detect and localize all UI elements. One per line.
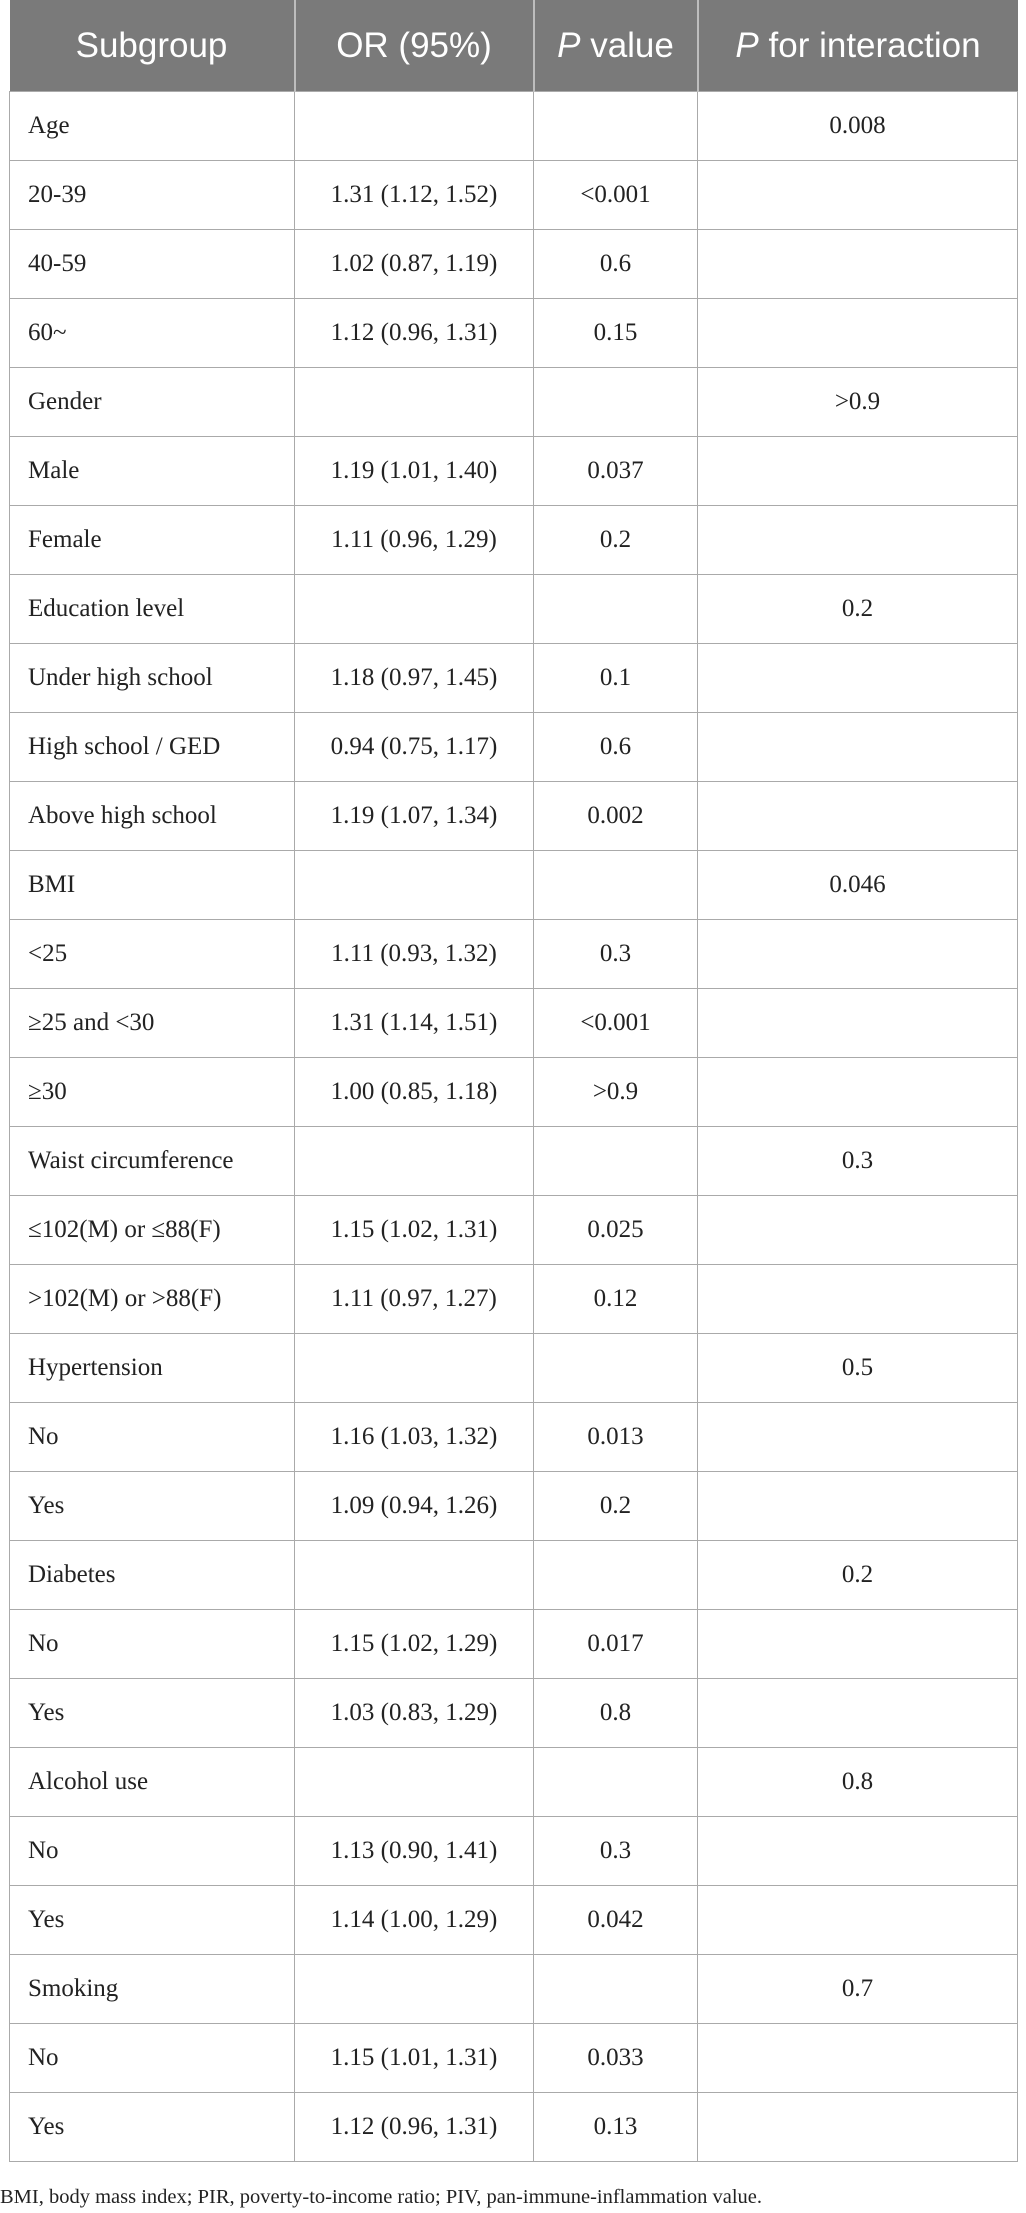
cell-subgroup: Yes	[10, 1679, 295, 1748]
cell-subgroup: No	[10, 1403, 295, 1472]
cell-subgroup: Waist circumference	[10, 1127, 295, 1196]
cell-p-value: 0.12	[534, 1265, 698, 1334]
table-row	[10, 1127, 1018, 1196]
cell-p-value: 0.13	[534, 2093, 698, 2162]
table-row	[10, 1265, 1018, 1334]
subgroup-analysis-table	[9, 0, 1018, 2162]
cell-or	[295, 1334, 534, 1403]
cell-p-interaction: 0.2	[698, 575, 1018, 644]
table-row	[10, 506, 1018, 575]
cell-or: 1.11 (0.93, 1.32)	[295, 920, 534, 989]
table-row	[10, 782, 1018, 851]
cell-p-interaction: 0.2	[698, 1541, 1018, 1610]
cell-subgroup: ≤102(M) or ≤88(F)	[10, 1196, 295, 1265]
cell-or: 1.19 (1.01, 1.40)	[295, 437, 534, 506]
cell-or: 1.03 (0.83, 1.29)	[295, 1679, 534, 1748]
cell-p-interaction	[698, 1058, 1018, 1127]
table-row	[10, 299, 1018, 368]
cell-or	[295, 1955, 534, 2024]
cell-or	[295, 851, 534, 920]
cell-or: 1.15 (1.02, 1.29)	[295, 1610, 534, 1679]
header-p-interaction	[698, 0, 1018, 92]
cell-p-interaction	[698, 299, 1018, 368]
table-row	[10, 1955, 1018, 2024]
cell-or: 1.31 (1.14, 1.51)	[295, 989, 534, 1058]
cell-p-interaction	[698, 1196, 1018, 1265]
cell-p-interaction	[698, 1610, 1018, 1679]
cell-subgroup: Yes	[10, 1472, 295, 1541]
table-row	[10, 1541, 1018, 1610]
cell-subgroup: No	[10, 2024, 295, 2093]
cell-p-value: 0.025	[534, 1196, 698, 1265]
cell-or	[295, 1748, 534, 1817]
table-row	[10, 1886, 1018, 1955]
header-row	[10, 0, 1018, 92]
table-row	[10, 2024, 1018, 2093]
cell-p-value: 0.6	[534, 713, 698, 782]
cell-p-interaction: >0.9	[698, 368, 1018, 437]
cell-p-interaction: 0.3	[698, 1127, 1018, 1196]
cell-p-interaction: 0.046	[698, 851, 1018, 920]
header-p-interaction-rest: for interaction	[758, 25, 981, 65]
table-row	[10, 437, 1018, 506]
cell-p-value	[534, 1748, 698, 1817]
header-p-value-rest: value	[580, 25, 674, 65]
table-row	[10, 920, 1018, 989]
table-row	[10, 161, 1018, 230]
cell-subgroup: High school / GED	[10, 713, 295, 782]
header-p-interaction-italic: P	[735, 25, 759, 65]
cell-or: 1.11 (0.96, 1.29)	[295, 506, 534, 575]
cell-or: 1.18 (0.97, 1.45)	[295, 644, 534, 713]
cell-subgroup: Diabetes	[10, 1541, 295, 1610]
cell-subgroup: Female	[10, 506, 295, 575]
cell-or: 1.19 (1.07, 1.34)	[295, 782, 534, 851]
cell-p-interaction	[698, 713, 1018, 782]
cell-p-interaction	[698, 230, 1018, 299]
cell-p-value	[534, 1127, 698, 1196]
cell-or	[295, 92, 534, 161]
cell-subgroup: BMI	[10, 851, 295, 920]
cell-subgroup: 40-59	[10, 230, 295, 299]
table-row	[10, 1403, 1018, 1472]
cell-p-interaction	[698, 644, 1018, 713]
cell-subgroup: ≥25 and <30	[10, 989, 295, 1058]
cell-subgroup: Gender	[10, 368, 295, 437]
cell-p-value	[534, 1541, 698, 1610]
cell-p-value: 0.1	[534, 644, 698, 713]
cell-or: 1.16 (1.03, 1.32)	[295, 1403, 534, 1472]
table-row	[10, 989, 1018, 1058]
cell-p-interaction	[698, 782, 1018, 851]
cell-p-interaction	[698, 1265, 1018, 1334]
cell-or: 1.02 (0.87, 1.19)	[295, 230, 534, 299]
table-row	[10, 92, 1018, 161]
cell-subgroup: Hypertension	[10, 1334, 295, 1403]
header-p-value-italic: P	[557, 25, 581, 65]
cell-p-value: 0.042	[534, 1886, 698, 1955]
cell-p-interaction	[698, 1403, 1018, 1472]
cell-p-interaction	[698, 2093, 1018, 2162]
table-row	[10, 1196, 1018, 1265]
cell-p-interaction: 0.5	[698, 1334, 1018, 1403]
cell-p-value	[534, 575, 698, 644]
table-header	[10, 0, 1018, 92]
cell-p-value	[534, 1334, 698, 1403]
cell-subgroup: Education level	[10, 575, 295, 644]
header-p-value	[534, 0, 698, 92]
table-row	[10, 575, 1018, 644]
cell-subgroup: Alcohol use	[10, 1748, 295, 1817]
table-body	[10, 92, 1018, 2162]
cell-p-value: 0.002	[534, 782, 698, 851]
cell-p-value: 0.15	[534, 299, 698, 368]
cell-p-value: 0.2	[534, 1472, 698, 1541]
table-container	[9, 0, 1017, 2162]
cell-or: 1.13 (0.90, 1.41)	[295, 1817, 534, 1886]
cell-p-interaction	[698, 1817, 1018, 1886]
cell-subgroup: No	[10, 1610, 295, 1679]
cell-subgroup: 20-39	[10, 161, 295, 230]
table-row	[10, 1679, 1018, 1748]
cell-subgroup: Age	[10, 92, 295, 161]
cell-or: 0.94 (0.75, 1.17)	[295, 713, 534, 782]
cell-p-interaction	[698, 1886, 1018, 1955]
table-row	[10, 230, 1018, 299]
cell-p-value: 0.033	[534, 2024, 698, 2093]
cell-subgroup: <25	[10, 920, 295, 989]
cell-or: 1.14 (1.00, 1.29)	[295, 1886, 534, 1955]
table-row	[10, 368, 1018, 437]
cell-p-value: <0.001	[534, 989, 698, 1058]
cell-p-interaction	[698, 989, 1018, 1058]
cell-or: 1.09 (0.94, 1.26)	[295, 1472, 534, 1541]
table-row	[10, 1334, 1018, 1403]
table-row	[10, 2093, 1018, 2162]
cell-p-interaction	[698, 1472, 1018, 1541]
cell-p-value	[534, 1955, 698, 2024]
cell-p-value	[534, 368, 698, 437]
header-or: OR (95%)	[295, 0, 534, 92]
cell-p-value: 0.6	[534, 230, 698, 299]
cell-p-interaction: 0.008	[698, 92, 1018, 161]
cell-or	[295, 575, 534, 644]
cell-p-value: <0.001	[534, 161, 698, 230]
cell-p-interaction	[698, 506, 1018, 575]
cell-or: 1.15 (1.01, 1.31)	[295, 2024, 534, 2093]
cell-p-interaction: 0.8	[698, 1748, 1018, 1817]
cell-p-interaction	[698, 161, 1018, 230]
cell-subgroup: No	[10, 1817, 295, 1886]
cell-p-value: 0.013	[534, 1403, 698, 1472]
cell-p-interaction	[698, 1679, 1018, 1748]
table-row	[10, 713, 1018, 782]
cell-p-value: 0.037	[534, 437, 698, 506]
cell-p-value: 0.017	[534, 1610, 698, 1679]
table-row	[10, 1817, 1018, 1886]
table-row	[10, 851, 1018, 920]
table-row	[10, 1472, 1018, 1541]
cell-or	[295, 1541, 534, 1610]
cell-or: 1.15 (1.02, 1.31)	[295, 1196, 534, 1265]
cell-or	[295, 1127, 534, 1196]
cell-subgroup: Smoking	[10, 1955, 295, 2024]
cell-subgroup: Under high school	[10, 644, 295, 713]
cell-p-value	[534, 92, 698, 161]
cell-or: 1.12 (0.96, 1.31)	[295, 299, 534, 368]
cell-p-interaction: 0.7	[698, 1955, 1018, 2024]
cell-or: 1.12 (0.96, 1.31)	[295, 2093, 534, 2162]
table-row	[10, 1058, 1018, 1127]
cell-subgroup: 60~	[10, 299, 295, 368]
cell-or: 1.00 (0.85, 1.18)	[295, 1058, 534, 1127]
cell-or: 1.11 (0.97, 1.27)	[295, 1265, 534, 1334]
header-subgroup: Subgroup	[10, 0, 295, 92]
cell-subgroup: Yes	[10, 2093, 295, 2162]
cell-p-value: 0.2	[534, 506, 698, 575]
cell-p-interaction	[698, 920, 1018, 989]
table-row	[10, 644, 1018, 713]
table-footnote: BMI, body mass index; PIR, poverty-to-income ratio; PIV, pan-immune-inflammation value.	[0, 2186, 762, 2208]
cell-p-value: 0.3	[534, 1817, 698, 1886]
cell-or: 1.31 (1.12, 1.52)	[295, 161, 534, 230]
table-row	[10, 1610, 1018, 1679]
cell-p-value: 0.8	[534, 1679, 698, 1748]
cell-p-value: 0.3	[534, 920, 698, 989]
cell-p-interaction	[698, 2024, 1018, 2093]
cell-subgroup: Above high school	[10, 782, 295, 851]
cell-subgroup: ≥30	[10, 1058, 295, 1127]
cell-p-interaction	[698, 437, 1018, 506]
cell-subgroup: >102(M) or >88(F)	[10, 1265, 295, 1334]
cell-p-value: >0.9	[534, 1058, 698, 1127]
table-row	[10, 1748, 1018, 1817]
cell-subgroup: Male	[10, 437, 295, 506]
cell-p-value	[534, 851, 698, 920]
cell-subgroup: Yes	[10, 1886, 295, 1955]
cell-or	[295, 368, 534, 437]
